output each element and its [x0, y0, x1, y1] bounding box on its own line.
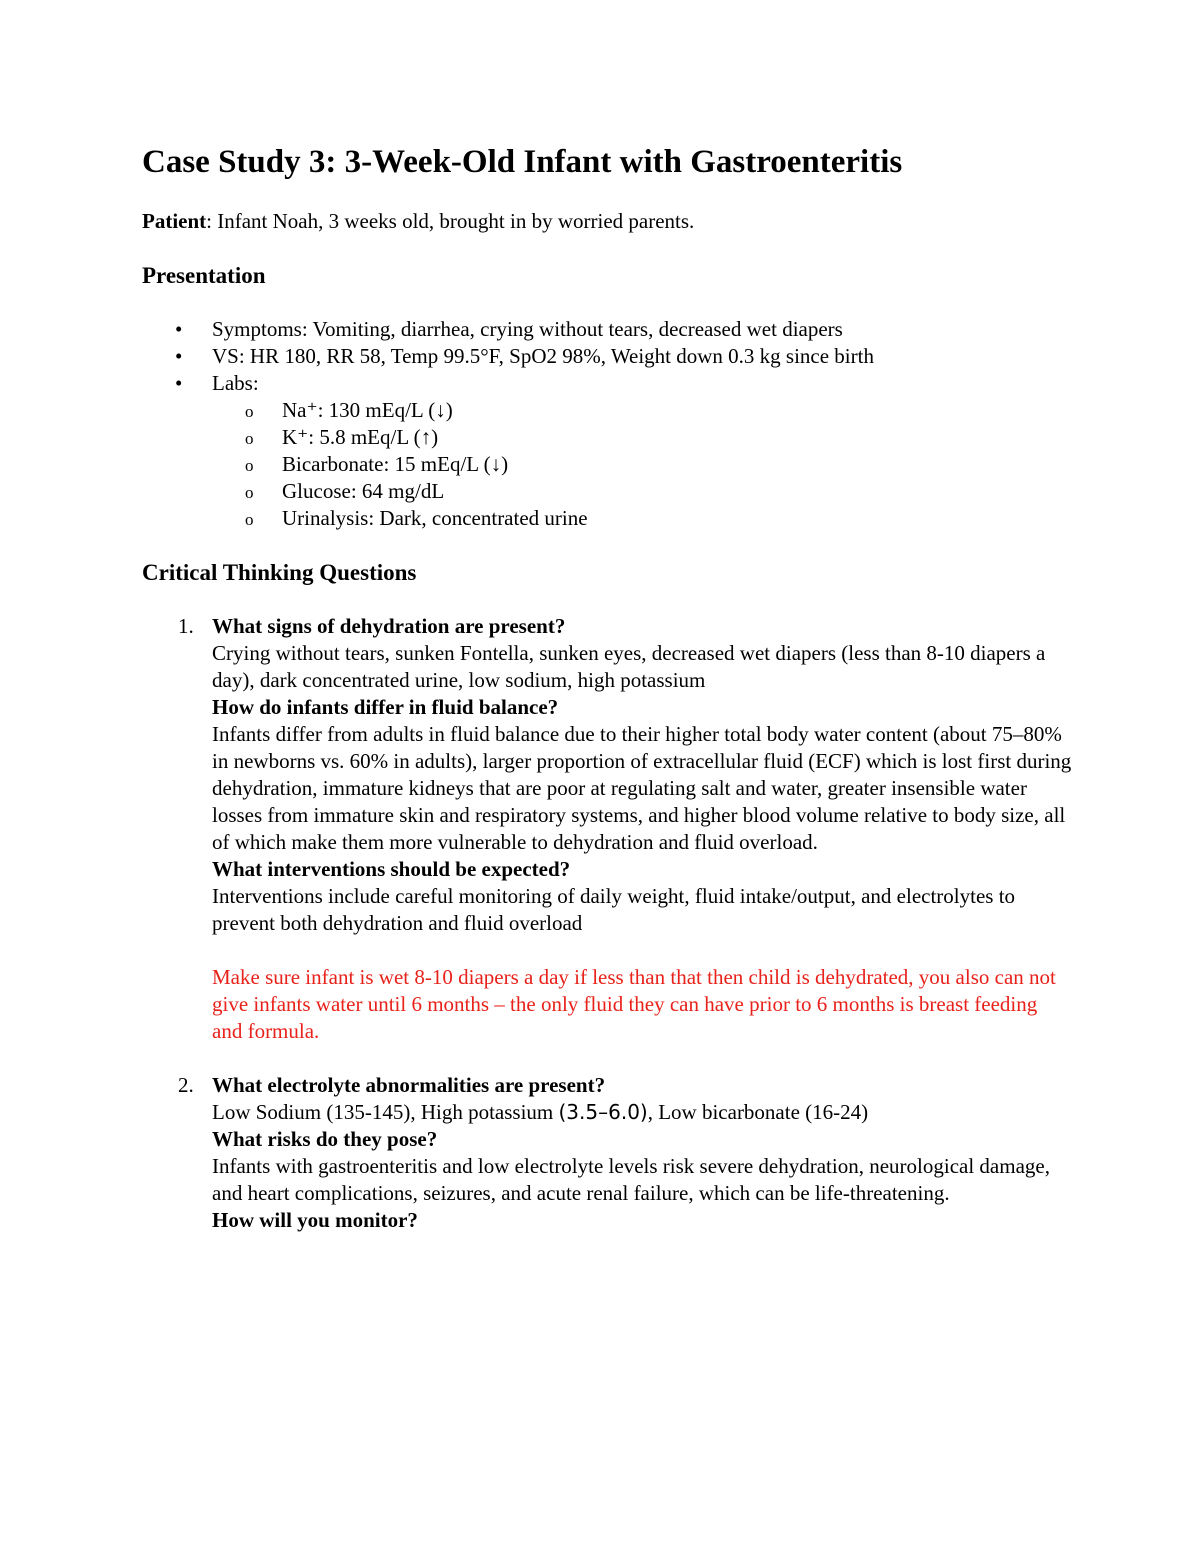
lab-glucose: Glucose: 64 mg/dL	[282, 479, 445, 503]
list-item	[142, 316, 1072, 343]
question-text: What electrolyte abnormalities are present?	[212, 1073, 606, 1097]
sub-question-text: How will you monitor?	[212, 1208, 418, 1232]
potassium-range: (3.5–6.0)	[558, 1100, 648, 1124]
answer-text: Crying without tears, sunken Fontella, sunken eyes, decreased wet diapers (less than 8-10 diapers a day), dark concentrated urine, low sodium, high potassium	[212, 641, 1046, 692]
sub-bullet-icon: o	[245, 402, 254, 421]
question-text: What signs of dehydration are present?	[212, 614, 566, 638]
bullet-icon: •	[175, 344, 183, 368]
answer-text	[212, 1099, 1072, 1126]
presentation-list	[142, 316, 1072, 532]
patient-label: Patient	[142, 209, 207, 233]
sub-question-text: What interventions should be expected?	[212, 857, 571, 881]
answer-text: Infants differ from adults in fluid balance due to their higher total body water content (about 75–80% in newborns vs. 60% in adults), larger proportion of extracellular fluid (ECF) which is lost first during dehydration, immature kidneys that are poor at regulating salt and water, greater insensible water losses from immature skin and respiratory systems, and higher blood volume relative to body size, all of which make them more vulnerable to dehydration and fluid overload.	[212, 722, 1072, 854]
document-title: Case Study 3: 3-Week-Old Infant with Gastroenteritis	[142, 144, 903, 180]
bullet-icon: •	[175, 371, 183, 395]
question-item	[142, 613, 1072, 1045]
lab-item	[212, 424, 1072, 451]
document-page	[142, 140, 1072, 1234]
list-item	[142, 343, 1072, 370]
lab-item	[212, 451, 1072, 478]
answer-text: Infants with gastroenteritis and low electrolyte levels risk severe dehydration, neurological damage, and heart complications, seizures, and acute renal failure, which can be life-threatening.	[212, 1154, 1050, 1205]
bullet-icon: •	[175, 317, 183, 341]
symptoms-item: Symptoms: Vomiting, diarrhea, crying without tears, decreased wet diapers	[212, 317, 843, 341]
lab-sodium: Na⁺: 130 mEq/L (↓)	[282, 398, 453, 422]
patient-text: : Infant Noah, 3 weeks old, brought in by worried parents.	[206, 209, 695, 233]
lab-bicarbonate: Bicarbonate: 15 mEq/L (↓)	[282, 452, 509, 476]
question-item	[142, 1072, 1072, 1234]
lab-urinalysis: Urinalysis: Dark, concentrated urine	[282, 506, 588, 530]
lab-potassium: K⁺: 5.8 mEq/L (↑)	[282, 425, 439, 449]
question-number: 2.	[178, 1073, 194, 1097]
sub-bullet-icon: o	[245, 483, 254, 502]
questions-list	[142, 613, 1072, 1234]
sub-bullet-icon: o	[245, 510, 254, 529]
answer-part: , Low bicarbonate (16-24)	[647, 1100, 869, 1124]
lab-item	[212, 505, 1072, 532]
answer-text: Interventions include careful monitoring of daily weight, fluid intake/output, and electrolytes to prevent both dehydration and fluid overload	[212, 884, 1016, 935]
answer-part: Low Sodium (135-145), High potassium	[212, 1100, 559, 1124]
sub-question-text: What risks do they pose?	[212, 1127, 438, 1151]
vital-signs-item: VS: HR 180, RR 58, Temp 99.5°F, SpO2 98%, Weight down 0.3 kg since birth	[212, 344, 874, 368]
sub-bullet-icon: o	[245, 429, 254, 448]
sub-bullet-icon: o	[245, 456, 254, 475]
question-number: 1.	[178, 614, 194, 638]
lab-item	[212, 478, 1072, 505]
list-item	[142, 370, 1072, 532]
labs-sublist	[212, 397, 1072, 532]
sub-question-text: How do infants differ in fluid balance?	[212, 695, 559, 719]
red-note: Make sure infant is wet 8-10 diapers a day if less than that then child is dehydrated, you also can not give infants water until 6 months – the only fluid they can have prior to 6 months is breast feeding and formula.	[212, 965, 1056, 1043]
questions-heading: Critical Thinking Questions	[142, 560, 417, 585]
presentation-heading: Presentation	[142, 263, 266, 288]
labs-item: Labs:	[212, 371, 259, 395]
patient-line	[142, 208, 1072, 235]
lab-item	[212, 397, 1072, 424]
